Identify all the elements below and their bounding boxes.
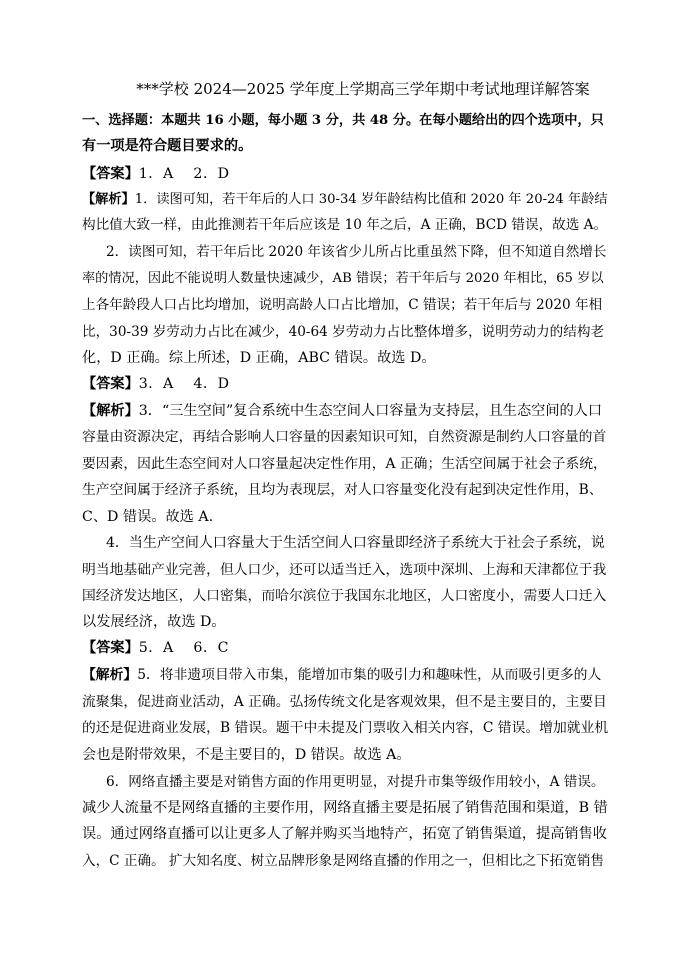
text-line: 2．读图可知，若干年后比 2020 年该省少儿所占比重虽然下降，但不知道自然增长 xyxy=(106,244,607,260)
text-line: 明当地基础产业完善，但人口少，还可以适当迁入，选项中深圳、上海和天津都位于我 xyxy=(82,562,607,578)
answer-values: 5．A 6．C xyxy=(138,640,229,656)
analysis-line xyxy=(82,665,601,685)
analysis-text: 5．将非遗项目带入市集，能增加市集的吸引力和趣味性，从而吸引更多的人 xyxy=(137,667,602,683)
text-line: 生产空间属于经济子系统，且均为表现层，对人口容量变化没有起到决定性作用，B、 xyxy=(82,482,603,498)
analysis-line xyxy=(82,401,602,421)
answer-tag: 【答案】 xyxy=(82,166,139,182)
analysis-tag: 【解析】 xyxy=(82,192,135,207)
text-line: 容量由资源决定，再结合影响人口容量的因素知识可知，自然资源是制约人口容量的首 xyxy=(82,429,607,445)
answer-tag: 【答案】 xyxy=(82,640,139,656)
text-line: 比，30-39 岁劳动力占比在减少，40-64 岁劳动力占比整体增多，说明劳动力的结构老 xyxy=(82,324,605,340)
analysis-tag: 【解析】 xyxy=(82,667,138,683)
section-heading-line-2: 有一项是符合题目要求的。 xyxy=(82,138,253,154)
text-line: 构比值大致一样，由此推测若干年后应该是 10 年之后，A 正确，BCD 错误，故选 A。 xyxy=(82,217,608,233)
text-line: 会也是附带效果，不是主要目的，D 错误。故选 A。 xyxy=(82,747,411,763)
text-line: 减少人流量不是网络直播的主要作用，网络直播主要是拓展了销售范围和渠道，B 错 xyxy=(82,800,608,816)
text-line: C、D 错误。故选 A. xyxy=(82,509,214,525)
text-line: 国经济发达地区，人口密集，而哈尔滨位于我国东北地区，人口密度小，需要人口迁入 xyxy=(82,588,607,604)
document-title: ***学校 2024—2025 学年度上学期高三学年期中考试地理详解答案 xyxy=(136,80,590,98)
text-line: 4．当生产空间人口容量大于生活空间人口容量即经济子系统大于社会子系统，说 xyxy=(106,535,605,551)
answer-row-1 xyxy=(82,164,230,184)
analysis-text: 3．“三生空间”复合系统中生态空间人口容量为支持层，且生态空间的人口 xyxy=(138,403,603,419)
text-line: 上各年龄段人口占比均增加，说明高龄人口占比增加，C 错误；若干年后与 2020 年相 xyxy=(82,297,603,313)
analysis-tag: 【解析】 xyxy=(82,403,139,419)
text-line: 入，C 正确。 扩大知名度、树立品牌形象是网络直播的作用之一，但相比之下拓宽销售 xyxy=(82,853,605,869)
section-heading-line-1: 一、选择题：本题共 16 小题，每小题 3 分，共 48 分。在每小题给出的四个选项中，只 xyxy=(82,113,604,128)
answer-values: 3．A 4．D xyxy=(138,376,230,392)
answer-row-2 xyxy=(82,374,230,394)
text-line: 以发展经济，故选 D。 xyxy=(82,614,226,630)
text-line: 6．网络直播主要是对销售方面的作用更明显，对提升市集等级作用较小，A 错误。 xyxy=(106,774,605,790)
text-line: 化，D 正确。综上所述，D 正确，ABC 错误。故选 D。 xyxy=(82,350,436,366)
answer-values: 1．A 2．D xyxy=(138,166,230,182)
answer-tag: 【答案】 xyxy=(82,376,139,392)
text-line: 误。通过网络直播可以让更多人了解并购买当地特产，拓宽了销售渠道，提高销售收 xyxy=(82,826,607,842)
text-line: 的还是促进商业发展，B 错误。题干中未提及门票收入相关内容，C 错误。增加就业机 xyxy=(82,720,609,736)
text-line: 要因素，因此生态空间对人口容量起决定性作用，A 正确；生活空间属于社会子系统， xyxy=(82,456,607,472)
text-line: 率的情况，因此不能说明人数量快速减少，AB 错误；若干年后与 2020 年相比，65 岁以 xyxy=(82,271,604,286)
analysis-line xyxy=(82,190,608,210)
answer-row-3 xyxy=(82,638,229,658)
analysis-text: 1．读图可知，若干年后的人口 30-34 岁年龄结构比值和 2020 年 20-24 年龄结 xyxy=(134,192,608,207)
text-line: 流聚集，促进商业活动，A 正确。弘扬传统文化是客观效果，但不是主要目的，主要目 xyxy=(82,694,607,710)
